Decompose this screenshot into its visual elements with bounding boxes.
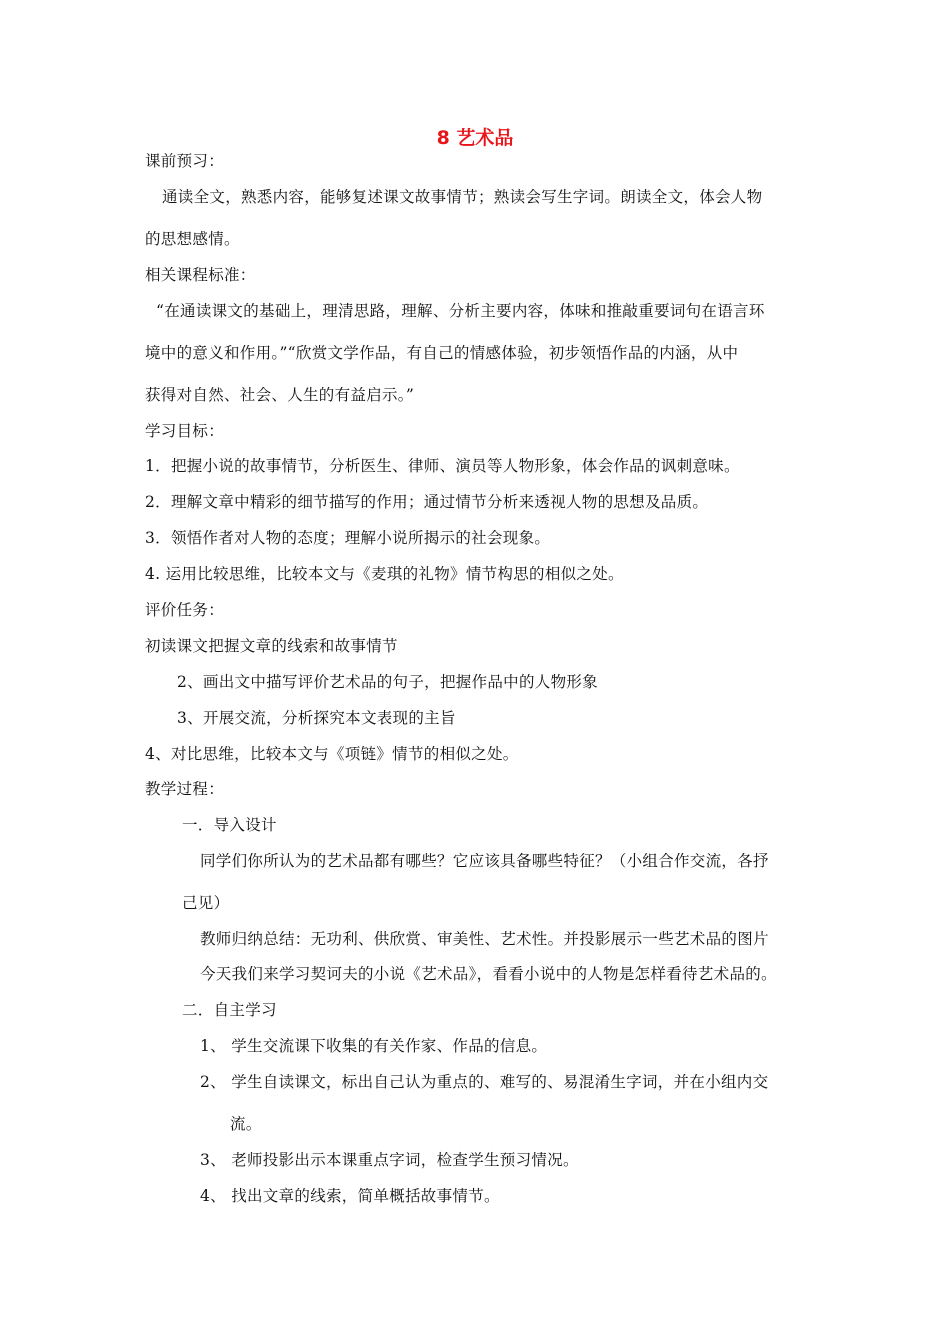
self-study-item: 1、 学生交流课下收集的有关作家、作品的信息。 xyxy=(200,1037,548,1055)
preview-paragraph-line: 的思想感情。 xyxy=(145,230,240,248)
self-study-item: 2、 学生自读课文，标出自己认为重点的、难写的、易混淆生字词，并在小组内交 xyxy=(200,1073,769,1091)
task-item: 3、开展交流，分析探究本文表现的主旨 xyxy=(177,709,456,727)
self-study-item: 3、 老师投影出示本课重点字词，检查学生预习情况。 xyxy=(200,1151,579,1169)
task-item: 2、画出文中描写评价艺术品的句子，把握作品中的人物形象 xyxy=(177,673,598,691)
self-study-item: 4、 找出文章的线索，简单概括故事情节。 xyxy=(200,1187,500,1205)
section-heading: 一．导入设计 xyxy=(182,816,277,834)
standard-paragraph-line: “在通读课文的基础上，理清思路，理解、分析主要内容，体味和推敲重要词句在语言环 xyxy=(156,302,765,320)
preview-heading: 课前预习： xyxy=(145,152,225,170)
goal-item: 3．领悟作者对人物的态度；理解小说所揭示的社会现象。 xyxy=(145,529,551,547)
goal-item: 2．理解文章中精彩的细节描写的作用；通过情节分析来透视人物的思想及品质。 xyxy=(145,493,709,511)
task-item: 初读课文把握文章的线索和故事情节 xyxy=(145,637,398,655)
section-heading: 二．自主学习 xyxy=(182,1001,277,1019)
teacher-summary-line: 教师归纳总结：无功利、供欣赏、审美性、艺术性。并投影展示一些艺术品的图片 xyxy=(200,930,769,948)
preview-paragraph-line: 通读全文，熟悉内容，能够复述课文故事情节；熟读会写生字词。朗读全文，体会人物 xyxy=(162,188,763,206)
intro-question-line: 同学们你所认为的艺术品都有哪些？它应该具备哪些特征？（小组合作交流，各抒 xyxy=(200,852,769,870)
page-title: 8 艺术品 xyxy=(436,127,514,149)
standard-heading: 相关课程标准： xyxy=(145,266,256,284)
task-item: 4、对比思维，比较本文与《项链》情节的相似之处。 xyxy=(145,745,519,763)
standard-paragraph-line: 获得对自然、社会、人生的有益启示。” xyxy=(145,386,415,404)
intro-question-line: 己见） xyxy=(182,894,230,912)
process-heading: 教学过程： xyxy=(145,780,225,798)
goals-heading: 学习目标： xyxy=(145,422,225,440)
self-study-item: 流。 xyxy=(230,1115,262,1133)
tasks-heading: 评价任务： xyxy=(145,601,225,619)
goal-item: 1．把握小说的故事情节，分析医生、律师、演员等人物形象，体会作品的讽刺意味。 xyxy=(145,457,740,475)
teacher-summary-line: 今天我们来学习契诃夫的小说《艺术品》，看看小说中的人物是怎样看待艺术品的。 xyxy=(200,965,777,983)
standard-paragraph-line: 境中的意义和作用。”“欣赏文学作品，有自己的情感体验，初步领悟作品的内涵，从中 xyxy=(145,344,739,362)
goal-item: 4. 运用比较思维，比较本文与《麦琪的礼物》情节构思的相似之处。 xyxy=(145,565,624,583)
